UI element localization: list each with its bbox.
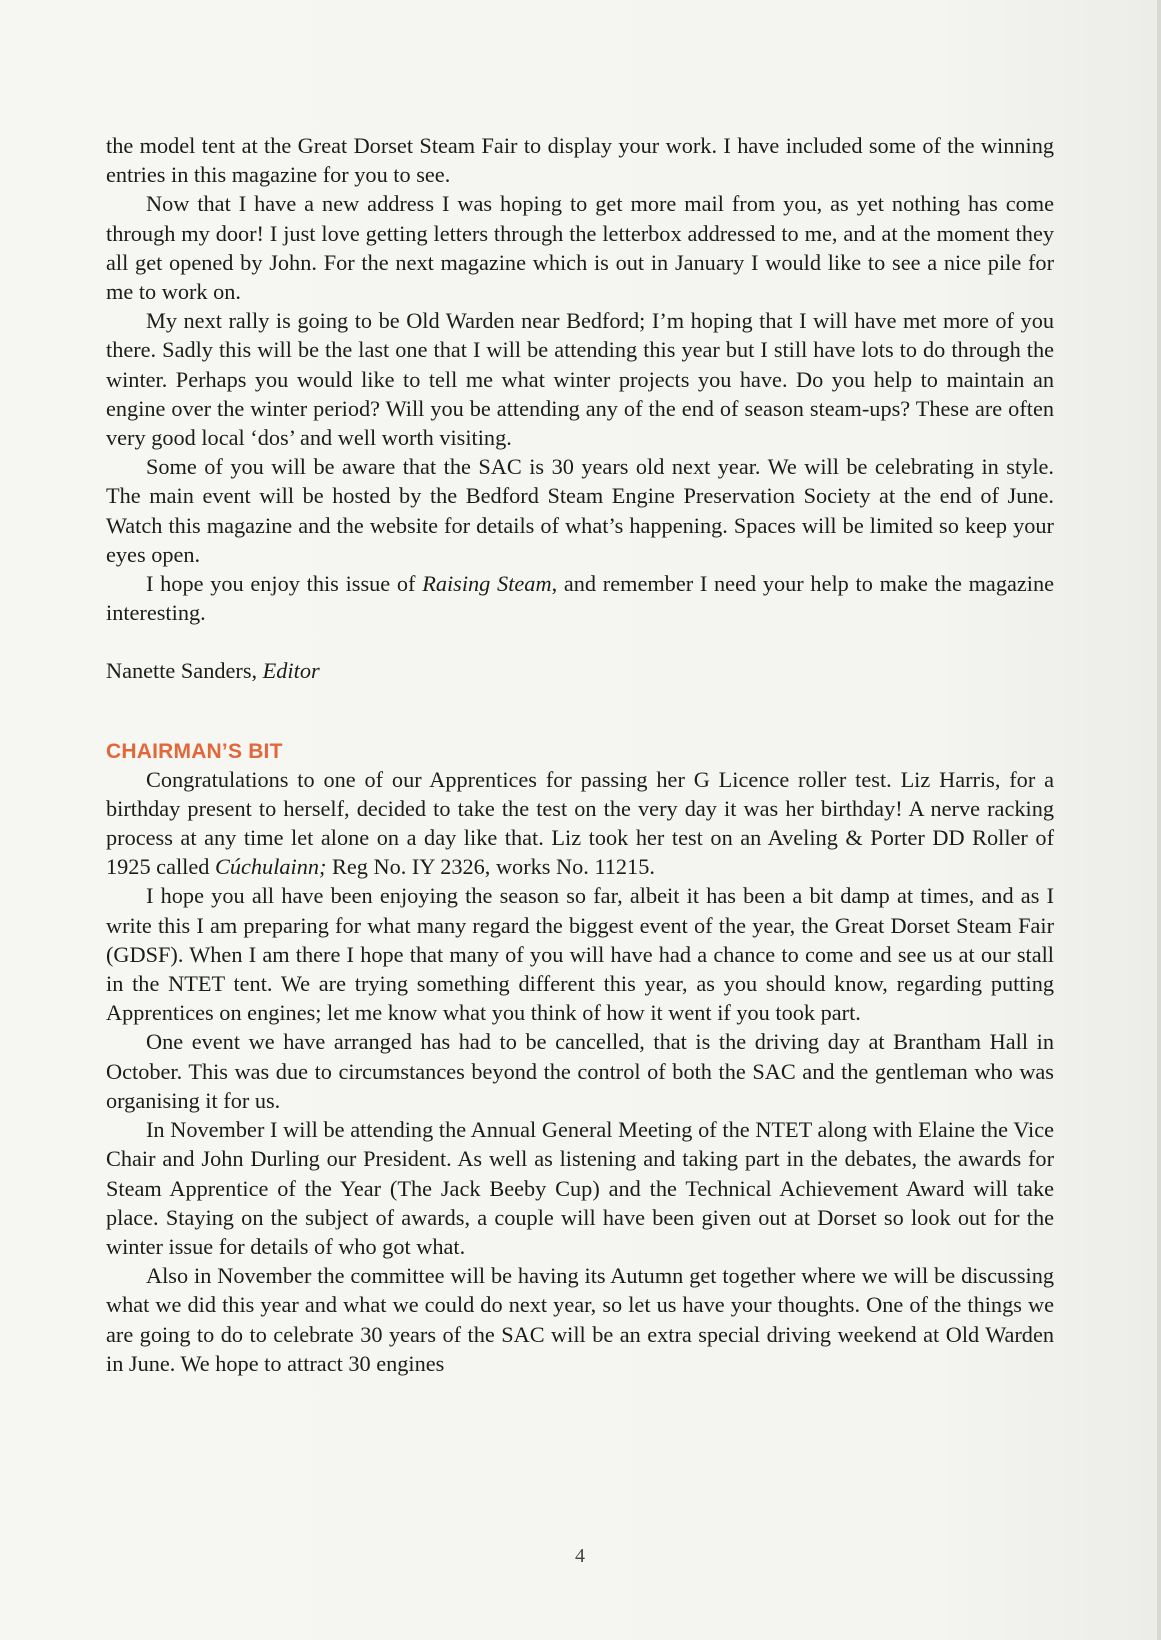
editor-name: Nanette Sanders, (106, 658, 263, 684)
editorial-paragraph-5 (106, 569, 1054, 627)
engine-name: Cúchulainn; (214, 854, 327, 880)
chairman-paragraph-4: In November I will be attending the Annual General Meeting of the NTET along with Elaine the Vice Chair and John Durling our President. As well as listening and taking part in the debates, the awards for Steam Apprentice of the Year (The Jack Beeby Cup) and the Technical Achievement Award will take place. Staying on the subject of awards, a couple will have been given out at Dorset so look out for the winter issue for details of who got what. (106, 1117, 1054, 1259)
page-body (106, 131, 1054, 1378)
editorial-paragraph-2: Now that I have a new address I was hoping to get more mail from you, as yet nothing has come through my door! I just love getting letters through the letterbox addressed to me, and at the moment they all get opened by John. For the next magazine which is out in January I would like to see a nice pile for me to work on. (106, 191, 1054, 305)
page-edge (1157, 0, 1161, 1640)
chairman-paragraph-5: Also in November the committee will be having its Autumn get together where we will be discussing what we did this year and what we could do next year, so let us have your thoughts. One of the things we are going to do to celebrate 30 years of the SAC will be an extra special driving weekend at Old Warden in June. We hope to attract 30 engines (106, 1263, 1054, 1376)
page-number: 4 (575, 1545, 585, 1567)
editorial-p5-text-end: , and remember I need your help to make the magazine interesting. (106, 571, 1055, 626)
editor-role: Editor (262, 658, 320, 684)
chairman-p1-text-start: Congratulations to one of our Apprentices for passing her G Licence roller test. Liz Harris, for a birthday present to herself, decided to take the test on the very day it was her birthday! A nerve racking process at any time let alone on a day like that. Liz took her test on an Aveling & Porter DD Roller of 1925 called (106, 766, 1054, 880)
editorial-paragraph-3: My next rally is going to be Old Warden near Bedford; I’m hoping that I will have met more of you there. Sadly this will be the last one that I will be attending this year but I still have lots to do through the winter. Perhaps you would like to tell me what winter projects you have. Do you help to maintain an engine over the winter period? Will you be attending any of the end of season steam-ups? These are often very good local ‘dos’ and well worth visiting. (106, 308, 1054, 451)
chairman-paragraph-2: I hope you all have been enjoying the season so far, albeit it has been a bit damp at times, and as I write this I am preparing for what many regard the biggest event of the year, the Great Dorset Steam Fair (GDSF). When I am there I hope that many of you will have had a chance to come and see us at our stall in the NTET tent. We are trying something different this year, as you should know, regarding putting Apprentices on engines; let me know what you think of how it went if you took part. (106, 883, 1054, 1026)
editor-signature (106, 656, 1054, 685)
chairman-paragraph-1 (106, 765, 1054, 882)
chairman-p1-text-end: Reg No. IY 2326, works No. 11215. (326, 854, 655, 880)
editorial-paragraph-4: Some of you will be aware that the SAC is 30 years old next year. We will be celebrating in style. The main event will be hosted by the Bedford Steam Engine Preservation Society at the end of June. Watch this magazine and the website for details of what’s happening. Spaces will be limited so keep your eyes open. (106, 454, 1054, 567)
editorial-paragraph-1: the model tent at the Great Dorset Steam Fair to display your work. I have included some of the winning entries in this magazine for you to see. (106, 133, 1054, 188)
chairman-paragraph-3: One event we have arranged has had to be cancelled, that is the driving day at Brantham Hall in October. This was due to circumstances beyond the control of both the SAC and the gentleman who was organising it for us. (106, 1029, 1054, 1113)
editorial-p5-text-start: I hope you enjoy this issue of (146, 571, 423, 597)
magazine-title: Raising Steam (422, 571, 552, 597)
chairman-heading: CHAIRMAN’S BIT (106, 739, 283, 763)
